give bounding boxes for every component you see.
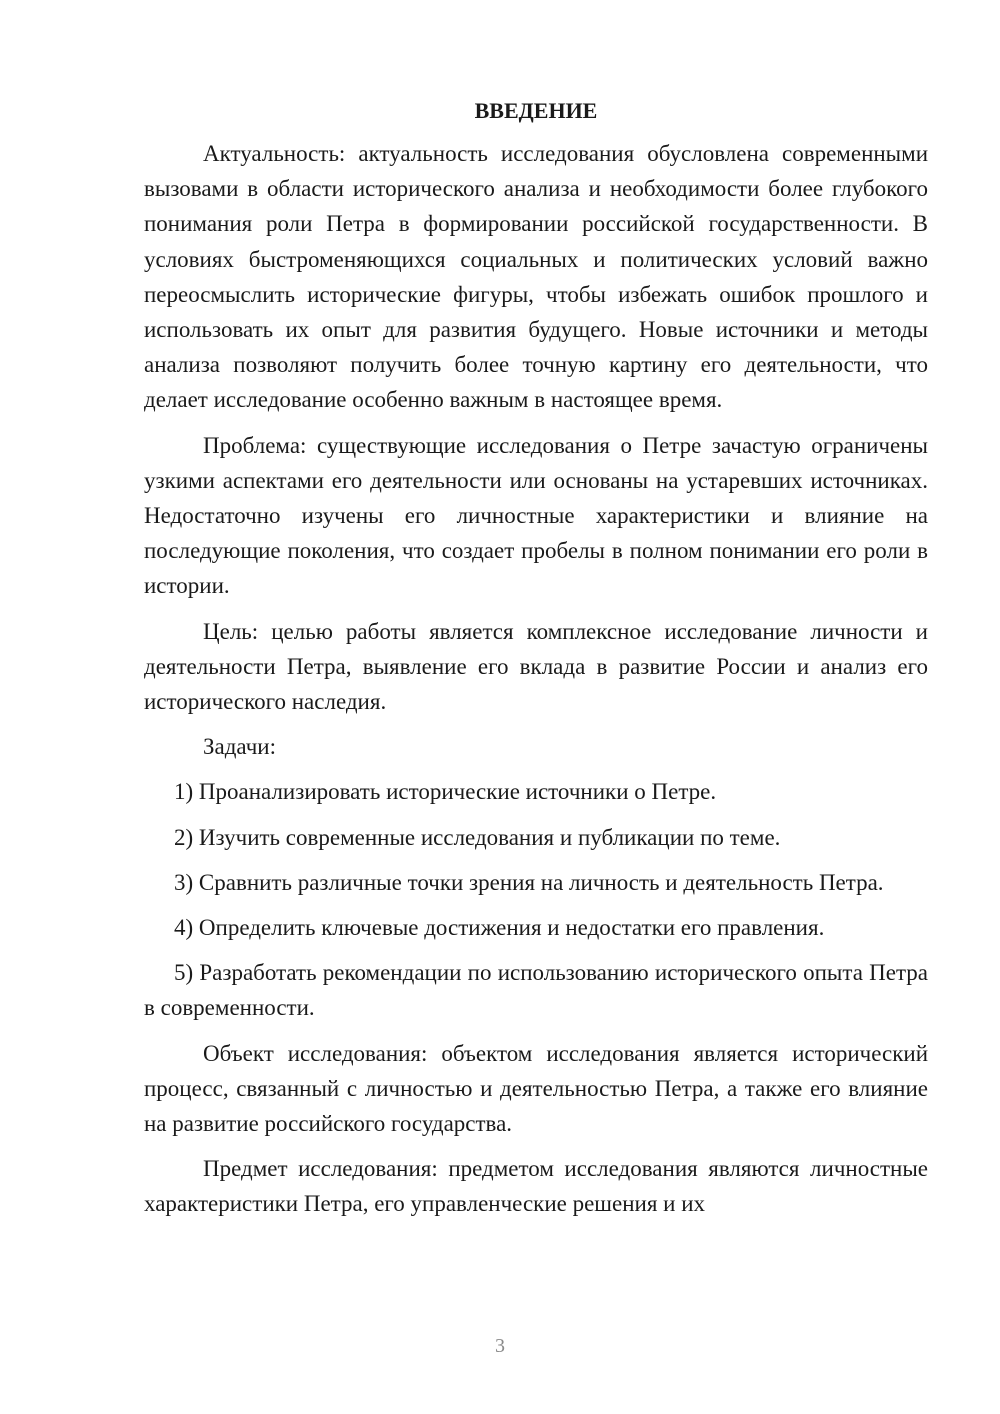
- page-number: 3: [495, 1335, 505, 1357]
- task-item-3: 3) Сравнить различные точки зрения на личность и деятельность Петра.: [174, 869, 884, 895]
- page-content: [144, 96, 928, 1232]
- problem-paragraph: Проблема: существующие исследования о Петре зачастую ограничены узкими аспектами его деятельности или основаны на устаревших источниках. Недостаточно изучены его личностные характеристики и влияние на последующие поколения, что создает пробелы в полном понимании его роли в истории.: [144, 432, 928, 599]
- subject-paragraph: Предмет исследования: предметом исследования являются личностные характеристики Петра, его управленческие решения и их: [144, 1156, 928, 1217]
- object-paragraph: Объект исследования: объектом исследования является исторический процесс, связанный с личностью и деятельностью Петра, а также его влияние на развитие российского государства.: [144, 1040, 928, 1137]
- task-item-5: 5) Разработать рекомендации по использованию исторического опыта Петра в современности.: [144, 960, 928, 1021]
- task-item-4: 4) Определить ключевые достижения и недостатки его правления.: [174, 915, 825, 941]
- task-item-1: 1) Проанализировать исторические источники о Петре.: [174, 779, 717, 805]
- task-item-2: 2) Изучить современные исследования и публикации по теме.: [174, 824, 781, 850]
- tasks-heading: Задачи:: [203, 734, 276, 760]
- relevance-paragraph: Актуальность: актуальность исследования обусловлена современными вызовами в области исторического анализа и необходимости более глубокого понимания роли Петра в формировании российской государственности. В условиях быстроменяющихся социальных и политических условий важно переосмыслить исторические фигуры, чтобы избежать ошибок прошлого и использовать их опыт для развития будущего. Новые источники и методы анализа позволяют получить более точную картину его деятельности, что делает исследование особенно важным в настоящее время.: [144, 141, 928, 413]
- goal-paragraph: Цель: целью работы является комплексное исследование личности и деятельности Петра, выявление его вклада в развитие России и анализ его исторического наследия.: [144, 618, 928, 715]
- section-title: ВВЕДЕНИЕ: [474, 98, 598, 123]
